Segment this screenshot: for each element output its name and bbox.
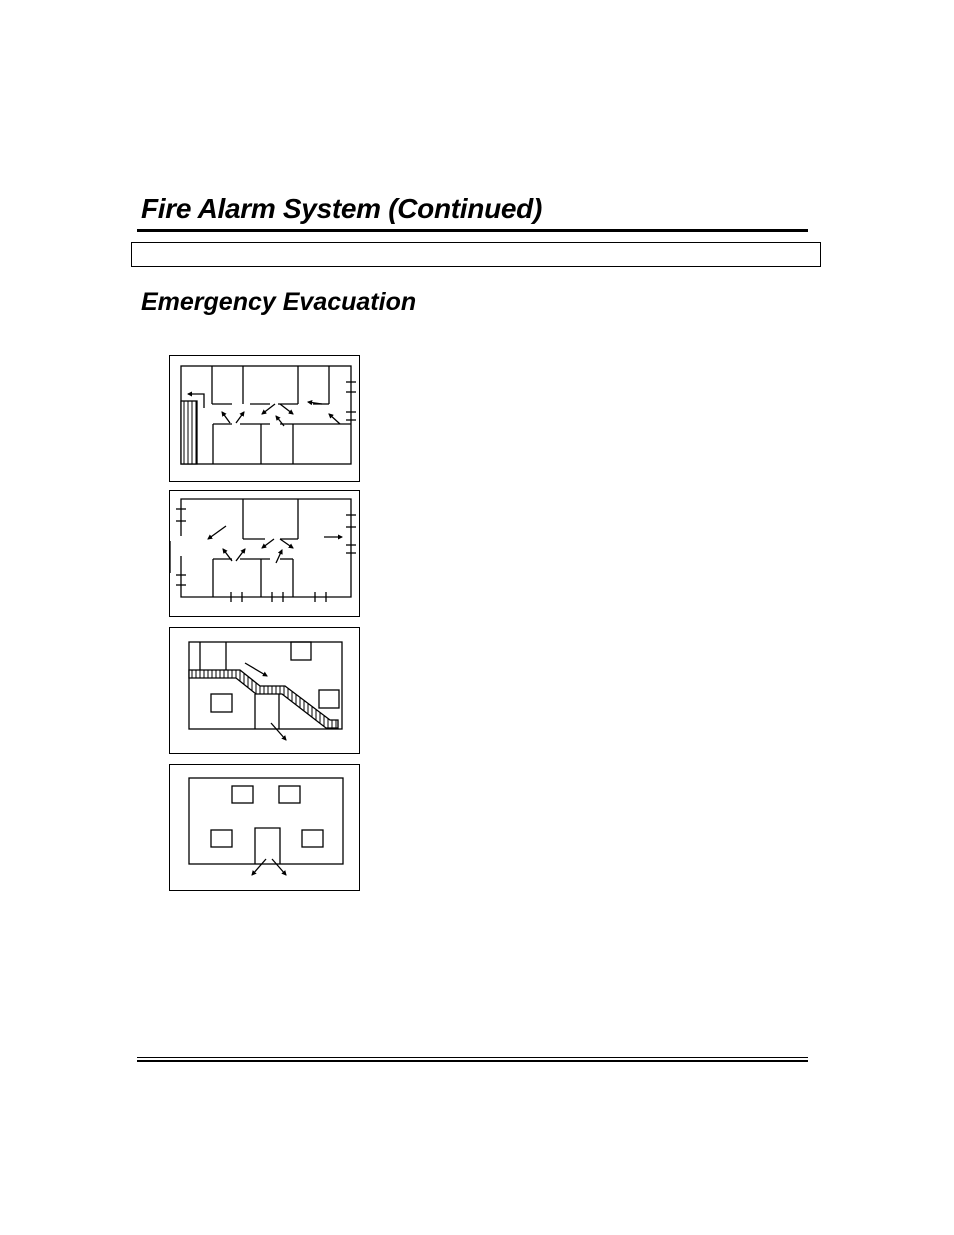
figure-floor-plan-upper [169,355,360,482]
title-rule [137,229,808,232]
floor-plan-upper-bedrooms-icon [170,356,361,483]
footer-rule-thick [137,1060,808,1062]
house-exterior-exit-icon [170,765,361,892]
page-title: Fire Alarm System (Continued) [141,193,542,224]
figure-floor-plan-single [169,490,360,617]
section-banner [131,242,821,267]
floor-plan-single-level-icon [170,491,361,618]
figure-split-level [169,627,360,754]
section-title: Emergency Evacuation [141,288,417,316]
footer-rule-thin [137,1057,808,1058]
figure-house-exit [169,764,360,891]
split-level-stairs-icon [170,628,361,755]
